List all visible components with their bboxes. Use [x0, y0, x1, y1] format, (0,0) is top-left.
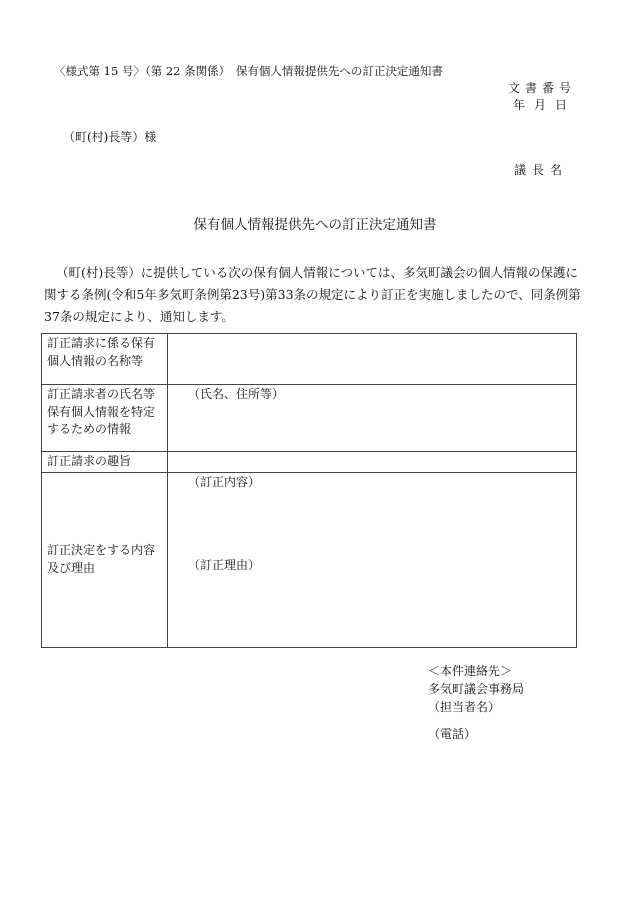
- document-number: 文書番号: [507, 81, 576, 95]
- row-value-request-purpose: [168, 452, 577, 473]
- info-table: [41, 333, 577, 648]
- document-date: 年月日: [512, 98, 576, 112]
- row-label-decision: 訂正決定をする内容及び理由: [42, 472, 168, 647]
- document-title: 保有個人情報提供先への訂正決定通知書: [193, 217, 437, 233]
- contact-phone: （電話）: [428, 727, 477, 741]
- contact-block: [428, 662, 524, 743]
- contact-heading: ＜本件連絡先＞: [428, 664, 513, 678]
- table-row: [42, 334, 577, 385]
- contact-person: （担当者名）: [428, 700, 501, 714]
- row-label-info-name: 訂正請求に係る保有個人情報の名称等: [42, 334, 168, 385]
- contact-office: 多気町議会事務局: [428, 682, 525, 696]
- row-value-decision: [168, 472, 577, 647]
- row-value-requester: （氏名、住所等）: [168, 385, 577, 452]
- row-value-info-name: [168, 334, 577, 385]
- addressee: （町(村)長等）様: [63, 130, 157, 144]
- correction-reason-label: （訂正理由）: [188, 558, 261, 572]
- form-label: 〈様式第 15 号〉（第 22 条関係） 保有個人情報提供先への訂正決定通知書: [54, 64, 443, 78]
- sender-name: 議長名: [513, 163, 568, 177]
- body-text: （町(村)長等）に提供している次の保有個人情報については、多気町議会の個人情報の保護に関する条例(令和5年多気町条例第23号)第33条の規定により訂正を実施しましたので、同条例第37条の規定により、通知します。: [44, 265, 581, 324]
- row-label-request-purpose: 訂正請求の趣旨: [42, 452, 168, 473]
- table-row: [42, 472, 577, 647]
- correction-content-label: （訂正内容）: [188, 474, 261, 489]
- table-row: [42, 385, 577, 452]
- table-row: [42, 452, 577, 473]
- row-label-requester: 訂正請求者の氏名等保有個人情報を特定するための情報: [42, 385, 168, 452]
